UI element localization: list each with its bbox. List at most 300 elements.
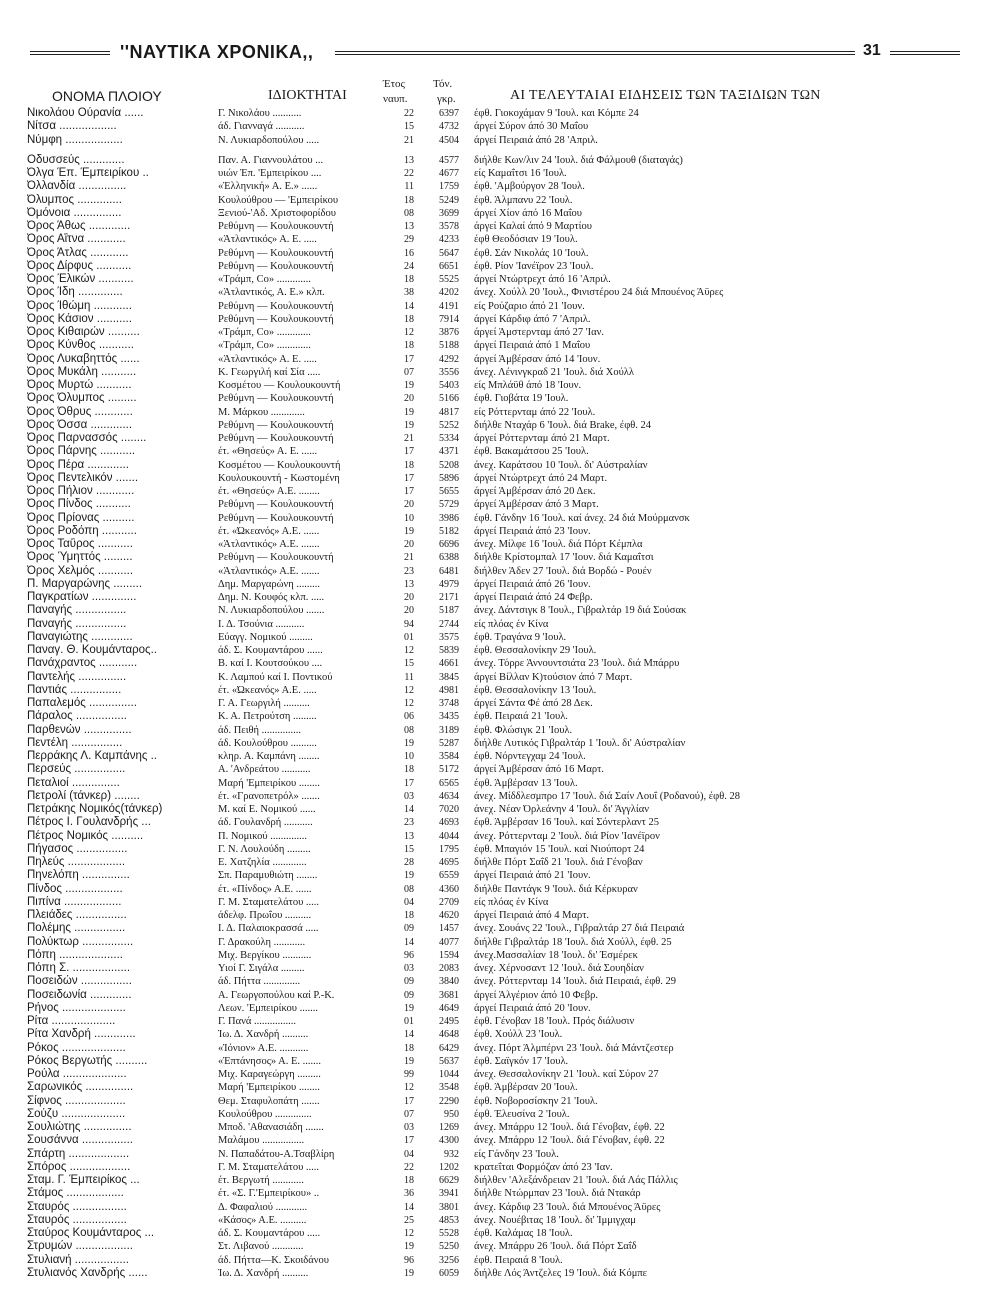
ship-name: Όρος Πήλιον ............ (27, 485, 135, 497)
ship-owner: Θεμ. Σταφυλοπάτη ....... (218, 1095, 320, 1107)
ship-tonnage: 3575 (439, 631, 459, 643)
ship-name: Όρος Χελμός ........... (27, 564, 134, 577)
column-header-tons-sub: γκρ. (437, 93, 456, 105)
ship-row (0, 724, 1000, 737)
ship-news: άνεχ. Ρόττερνταμ 2 'Ιουλ. διά Ρίον 'Ιανέϊρον (474, 830, 660, 842)
ship-tonnage: 5252 (439, 419, 459, 431)
ship-year: 07 (404, 366, 414, 378)
ship-owner: άδ. Γουλανδρή ........... (218, 817, 313, 829)
ship-owner: «Έπτάνησος» Α. Ε. ....... (218, 1055, 322, 1067)
ship-name: Π. Μαργαρώνης ......... (27, 577, 143, 590)
ship-news: άργεί Σάντα Φέ άπό 28 Δεκ. (474, 698, 593, 709)
ship-owner: Μαρή 'Εμπειρίκου ........ (218, 777, 320, 789)
ship-year: 15 (404, 658, 414, 670)
ship-news: διήλθε Κων/λιν 24 'Ιουλ. διά Φάλμουθ (διαταγάς) (474, 154, 683, 166)
ship-owner: Ίω. Δ. Χανδρή .......... (218, 1267, 309, 1279)
ship-row (0, 260, 1000, 273)
ship-owner: «Άτλαντικός» Α. Ε. ..... (218, 234, 317, 246)
ship-tonnage: 3578 (439, 221, 459, 232)
ship-news: έφθ. Θεσσαλονίκην 29 'Ιουλ. (474, 645, 597, 656)
ship-news: έφθ. Φλώσιγκ 21 'Ιουλ. (474, 724, 573, 736)
ship-name: Όρος Έλικών ........... (27, 273, 134, 285)
ship-row (0, 406, 1000, 419)
ship-tonnage: 6388 (439, 552, 459, 564)
ship-year: 03 (404, 963, 414, 974)
ship-tonnage: 4233 (439, 234, 459, 246)
column-header-name: ΟΝΟΜΑ ΠΛΟΙΟΥ (52, 88, 162, 104)
ship-row (0, 803, 1000, 816)
ship-owner: Κοσμέτου — Κουλουκουντή (218, 380, 341, 391)
ship-news: έφθ Θεοδόσιαν 19 'Ιουλ. (474, 234, 578, 246)
ship-name: Όρος Πέρα ............. (27, 458, 129, 471)
ship-owner: Ρεθύμνη — Κουλουκουντή (218, 313, 334, 325)
ship-tonnage: 1202 (439, 1161, 459, 1173)
ship-news: είς Ρόττερνταμ άπό 22 'Ιουλ. (474, 406, 596, 418)
ship-owner: Μποδ. 'Αθανασιάδη ....... (218, 1122, 324, 1133)
ship-row (0, 194, 1000, 207)
ship-year: 18 (404, 313, 414, 325)
ship-owner: Κ. Λαμπού καί Ι. Ποντικού (218, 671, 333, 683)
row-spacer (0, 147, 1000, 154)
ship-tonnage: 5655 (439, 486, 459, 497)
ship-owner: Λεων. 'Εμπειρίκου ....... (218, 1002, 318, 1014)
ship-news: άνεχ. Θεσσαλονίκην 21 'Ιουλ. καί Σύρον 27 (474, 1069, 659, 1080)
ship-year: 19 (404, 1055, 414, 1067)
ship-news: άνεχ. Μίδδλεσμπρο 17 'Ιουλ. διά Σαίν Λουΐ (Ροδανού), έφθ. 28 (474, 790, 741, 802)
ship-owner: έτ. «Γρανοπετρόλ» ....... (218, 790, 320, 802)
column-header-news: ΑΙ ΤΕΛΕΥΤΑΙΑΙ ΕΙΔΗΣΕΙΣ ΤΩΝ ΤΑΞΙΔΙΩΝ ΤΩΝ (510, 88, 821, 103)
ship-owner: Ρεθύμνη — Κουλουκουντή (218, 419, 334, 431)
ship-owner: Μ. Μάρκου ............. (218, 406, 305, 418)
ship-tonnage: 3986 (439, 512, 459, 524)
ship-year: 10 (404, 512, 414, 524)
ship-tonnage: 4292 (439, 353, 459, 365)
ship-year: 19 (404, 1002, 414, 1014)
ship-tonnage: 6429 (439, 1042, 459, 1054)
ship-year: 18 (404, 1175, 414, 1186)
ship-row (0, 816, 1000, 829)
ship-owner: Ι. Δ. Τσούνια ........... (218, 618, 305, 630)
ship-news: άργεί Πειραιά άπό 28 'Απριλ. (474, 134, 598, 146)
ship-year: 21 (404, 433, 414, 444)
ship-year: 18 (404, 459, 414, 471)
ship-row (0, 962, 1000, 975)
ship-owner: Α. 'Ανδρεάτου ........... (218, 764, 311, 776)
ship-row (0, 432, 1000, 445)
ship-row (0, 498, 1000, 511)
ship-tonnage: 4732 (439, 121, 459, 133)
ship-name: Πόπη .................... (27, 948, 123, 961)
ship-name: Όρος Μυρτώ ........... (27, 379, 132, 391)
ship-name: Σταυρός ................. (27, 1200, 127, 1213)
ship-row (0, 697, 1000, 710)
ship-year: 08 (404, 724, 414, 736)
ship-news: άνεχ. Μπάρρυ 12 'Ιουλ. διά Γένοβαν, έφθ. 22 (474, 1135, 665, 1147)
ship-row (0, 353, 1000, 366)
ship-year: 16 (404, 247, 414, 259)
ship-row (0, 220, 1000, 233)
ship-row (0, 657, 1000, 670)
ship-news: διήλθε Παντάγκ 9 'Ιουλ. διά Κέρκυραν (474, 883, 638, 895)
ship-news: έφθ. Πειραιά 8 'Ιουλ. (474, 1254, 563, 1266)
ship-name: Σπόρος ................... (27, 1160, 131, 1173)
ship-row (0, 936, 1000, 949)
ship-year: 19 (404, 525, 414, 537)
ship-year: 06 (404, 711, 414, 723)
ship-name: Περράκης Λ. Καμπάνης .. (27, 750, 157, 762)
ship-year: 96 (404, 949, 414, 961)
ship-name: Όλυμπος .............. (27, 193, 122, 206)
ship-news: έφθ. Άμβέρσαν 13 'Ιουλ. (474, 777, 578, 789)
ship-name: Όρος Όθρυς ............ (27, 405, 133, 418)
ship-news: διήλθε Ντώρμπαν 23 'Ιουλ. διά Ντακάρ (474, 1188, 641, 1200)
ship-row (0, 1068, 1000, 1081)
ship-owner: Ρεθύμνη — Κουλουκουντή (218, 247, 334, 259)
ship-news: έφθ. Σαϊγκόν 17 'Ιουλ. (474, 1055, 569, 1067)
ship-tonnage: 3801 (439, 1201, 459, 1213)
ship-name: Σουλιώτης ............... (27, 1121, 132, 1133)
ship-owner: Ρεθύμνη — Κουλουκουντή (218, 393, 334, 405)
ship-year: 18 (404, 274, 414, 285)
ship-year: 04 (404, 896, 414, 908)
ship-news: έφθ. Γάνδην 16 'Ιουλ. καί άνεχ. 24 διά Μούρμανσκ (474, 512, 690, 524)
ship-year: 12 (404, 1082, 414, 1094)
ship-row (0, 989, 1000, 1002)
ship-news: άργεί Πειραιά άπό 23 'Ιουν. (474, 525, 591, 537)
ship-news: άνεχ. Μπάρρυ 26 'Ιουλ. διά Πόρτ Σαΐδ (474, 1241, 637, 1253)
ship-news: διήλθε Λυτικός Γιβραλτάρ 1 'Ιουλ. δι' Αύστραλίαν (474, 737, 686, 749)
ship-year: 18 (404, 910, 414, 921)
ship-tonnage: 4077 (439, 936, 459, 948)
ship-tonnage: 3876 (439, 327, 459, 338)
ship-news: έφθ. 'Αμβούργον 28 'Ιουλ. (474, 181, 585, 193)
ship-tonnage: 6397 (439, 108, 459, 119)
ship-owner: Γ. Πανά ................ (218, 1016, 297, 1027)
ship-name: Όρος Πάρνης ........... (27, 445, 136, 458)
ship-tonnage: 4360 (439, 883, 459, 895)
ship-year: 20 (404, 539, 414, 550)
ship-year: 18 (404, 340, 414, 352)
ship-name: Πέτρος Νομικός .......... (27, 829, 144, 842)
ship-owner: Γ. Α. Γεωργιλή .......... (218, 698, 310, 709)
ship-owner: άδ. Κουλούθρου .......... (218, 737, 317, 749)
ship-tonnage: 5166 (439, 393, 459, 405)
ship-tonnage: 4677 (439, 168, 459, 179)
ship-row (0, 134, 1000, 147)
ship-tonnage: 2171 (439, 592, 459, 603)
ship-row (0, 763, 1000, 776)
ship-name: Όρος Λυκαβηττός ...... (27, 352, 140, 365)
ship-news: άργεί Πειραιά άπό 1 Μαΐου (474, 340, 591, 352)
ship-name: Σπάρτη ................... (27, 1147, 130, 1160)
ship-row (0, 922, 1000, 935)
ship-name: Ρίτα .................... (27, 1015, 116, 1027)
ship-tonnage: 950 (444, 1108, 459, 1120)
ship-name: Πεταλιοί ............... (27, 776, 120, 789)
ship-owner: Ρεθύμνη — Κουλουκουντή (218, 433, 334, 444)
ship-year: 19 (404, 419, 414, 431)
ship-name: Παπαλεμός ............... (27, 697, 137, 709)
ship-owner: Β. καί Ι. Κουτσούκου .... (218, 658, 323, 670)
ship-row (0, 512, 1000, 525)
ship-news: άργεί Άμβέρσαν άπό 3 Μαρτ. (474, 499, 599, 511)
column-headers (0, 75, 1000, 107)
ship-row (0, 273, 1000, 286)
ship-name: Όρος Αΐτνα ............ (27, 233, 126, 246)
ship-owner: άδ. Πήττα .............. (218, 976, 301, 988)
ship-news: έφθ. Άλμπανυ 22 'Ιουλ. (474, 194, 573, 206)
ship-owner: Ν. Λυκιαρδοπούλου ..... (218, 134, 320, 146)
ship-row (0, 883, 1000, 896)
ship-name: Σταυρός ................. (27, 1213, 127, 1226)
ship-tonnage: 4202 (439, 287, 459, 299)
ship-owner: Σπ. Παραμυθιώτη ........ (218, 870, 318, 882)
ship-tonnage: 5287 (439, 737, 459, 749)
ship-owner: Ρεθύμνη — Κουλουκουντή (218, 552, 334, 564)
ship-name: Σταύρος Κουμάνταρος ... (27, 1227, 155, 1239)
ship-tonnage: 4853 (439, 1214, 459, 1226)
ship-news: άργεί Χίον άπό 16 Μαΐου (474, 207, 583, 219)
ship-year: 18 (404, 1042, 414, 1054)
ship-owner: Γ. Ν. Λουλούδη ......... (218, 843, 311, 855)
ship-news: διήλθε Κρίστομπαλ 17 'Ιουν. διά Καμαΐτσι (474, 552, 654, 564)
ship-news: έφθ. Γιοκοχάμαν 9 'Ιουλ. και Κόμπε 24 (474, 108, 639, 119)
ship-row (0, 167, 1000, 180)
ship-name: Όρος Κάσιον ........... (27, 312, 132, 325)
ship-year: 13 (404, 221, 414, 232)
ship-name: Πιπίνα .................. (27, 895, 122, 908)
ship-row (0, 591, 1000, 604)
ship-row (0, 1161, 1000, 1174)
ship-year: 18 (404, 194, 414, 206)
ship-tonnage: 3748 (439, 698, 459, 709)
ship-year: 09 (404, 923, 414, 935)
ship-owner: Γ. Νικολάου ........... (218, 108, 302, 119)
ship-row (0, 671, 1000, 684)
ship-news: άνεχ. Νουέβιτας 18 'Ιουλ. δι' Ίμμιγχαμ (474, 1214, 636, 1226)
ship-owner: έτ. «Θησεύς» Α.Ε. ........ (218, 486, 320, 497)
ship-name: Όρος Ύμηττός ......... (27, 551, 133, 564)
ship-year: 17 (404, 1135, 414, 1147)
ship-tonnage: 6481 (439, 565, 459, 577)
ship-name: Όρος Όλυμπος ......... (27, 392, 137, 405)
ship-name: Περσεύς ................ (27, 763, 126, 776)
ship-name: Όρος Άθως ............. (27, 220, 131, 232)
ship-owner: έτ. «Ώκεανός» Α.Ε. ..... (218, 684, 317, 696)
ship-year: 20 (404, 393, 414, 405)
ship-row (0, 1042, 1000, 1055)
ship-name: Όρος Ίδη .............. (27, 286, 123, 299)
ship-name: Παγκρατίων .............. (27, 591, 137, 603)
ship-owner: Μιχ. Βεργίκου ........... (218, 949, 312, 961)
ship-tonnage: 5172 (439, 764, 459, 776)
ship-tonnage: 4371 (439, 446, 459, 458)
ship-name: Σαρωνικός ............... (27, 1081, 134, 1094)
ship-name: Πετράκης Νομικός(τάνκερ) (27, 803, 163, 815)
ship-tonnage: 3941 (439, 1188, 459, 1200)
ship-name: Παντελής ............... (27, 670, 127, 683)
ship-owner: «Τράμπ, Co» ............. (218, 274, 311, 285)
ship-row (0, 565, 1000, 578)
ship-tonnage: 5187 (439, 605, 459, 617)
ship-year: 09 (404, 989, 414, 1001)
ship-name: Όρος Μυκάλη ........... (27, 365, 137, 378)
ship-name: Παναγιώτης ............. (27, 630, 133, 643)
ship-year: 12 (404, 327, 414, 338)
ship-year: 23 (404, 817, 414, 829)
ship-year: 03 (404, 1122, 414, 1133)
ship-name: Νίτσα .................. (27, 120, 117, 133)
ship-owner: Ρεθύμνη — Κουλουκουντή (218, 499, 334, 511)
ship-row (0, 1028, 1000, 1041)
ship-row (0, 777, 1000, 790)
ship-tonnage: 5334 (439, 433, 459, 444)
ship-year: 21 (404, 134, 414, 146)
column-header-tons: Τόν. (433, 78, 453, 90)
ship-name: Στρυμών .................. (27, 1240, 133, 1253)
ship-row (0, 445, 1000, 458)
column-header-owners: ΙΔΙΟΚΤΗΤΑΙ (268, 88, 347, 103)
ship-row (0, 1240, 1000, 1253)
ship-row (0, 843, 1000, 856)
ship-news: έφθ. Άμβέρσαν 16 'Ιουλ. καί Σόντερλαντ 25 (474, 817, 660, 829)
ship-owner: Γ. Μ. Σταματελάτου ..... (218, 1161, 320, 1173)
ship-name: Ποσειδωνία ............. (27, 988, 132, 1001)
ship-name: Πήγασος ................ (27, 842, 128, 855)
ship-name: Πηνελόπη ............... (27, 869, 130, 882)
ship-tonnage: 2290 (439, 1095, 459, 1107)
ship-name: Ποσειδών ................ (27, 975, 132, 988)
ship-name: Όλλανδία ............... (27, 180, 127, 193)
ship-year: 96 (404, 1254, 414, 1266)
ship-year: 19 (404, 737, 414, 749)
ship-tonnage: 6559 (439, 870, 459, 882)
ship-name: Πηλεύς .................. (27, 856, 126, 868)
ship-owner: Ξενιού-'Αδ. Χριστοφορίδου (218, 207, 336, 219)
ship-name: Όρος Πίνδος ........... (27, 498, 131, 511)
ship-name: Πολέμης ................ (27, 922, 126, 935)
ship-name: Σούζυ .................... (27, 1107, 126, 1120)
ship-news: έφθ. Νόρντεγχαμ 24 'Ιουλ. (474, 751, 586, 762)
ship-news: είς Ρούζαριο άπό 21 'Ιουν. (474, 300, 585, 312)
ship-name: Σταμ. Γ. Έμπειρίκος ... (27, 1174, 140, 1186)
ship-year: 20 (404, 605, 414, 617)
ship-news: είς πλόας έν Κίνα (474, 618, 549, 630)
ship-tonnage: 7020 (439, 804, 459, 815)
ship-name: Ρούλα .................... (27, 1068, 127, 1080)
ship-row (0, 233, 1000, 246)
ship-row (0, 830, 1000, 843)
ship-news: άργεί Πειραιά άπό 20 'Ιουν. (474, 1002, 591, 1014)
ship-news: άνεχ. Πόρτ Άλμπέρνι 23 'Ιουλ. διά Μάντζεστερ (474, 1042, 674, 1054)
ship-tonnage: 2495 (439, 1016, 459, 1027)
ship-owner: Δημ. Ν. Κουφός κλπ. ..... (218, 592, 325, 603)
ship-owner: Ρεθύμνη — Κουλουκουντή (218, 300, 334, 312)
ship-news: είς πλόας έν Κίνα (474, 896, 549, 908)
ship-news: άνεχ. Μίλφε 16 'Ιουλ. διά Πόρτ Κέμπλα (474, 539, 643, 550)
ship-tonnage: 5729 (439, 499, 459, 511)
ship-owner: Γ. Δρακούλη ............ (218, 936, 306, 948)
ship-news: άργεί Άλγέριον άπό 10 Φεβρ. (474, 989, 598, 1001)
ship-year: 14 (404, 1029, 414, 1041)
ship-owner: «Έλληνική» Α. Ε.» ...... (218, 181, 318, 193)
ship-news: άνεχ. Νέαν Όρλεάνην 4 'Ιουλ. δι' Άγγλίαν (474, 804, 649, 815)
ship-news: έφθ. Βακαμάτσου 25 'Ιουλ. (474, 446, 589, 458)
ship-tonnage: 6651 (439, 260, 459, 272)
ship-tonnage: 3840 (439, 976, 459, 988)
ship-owner: «Άτλαντικός» Α.Ε. ....... (218, 565, 320, 577)
ship-owner: Α. Γεωργοπούλου καί Ρ.-Κ. (218, 989, 335, 1001)
ship-owner: «Άτλαντικός, Α. Ε.» κλπ. (218, 287, 325, 299)
ship-name: Ρόκος .................... (27, 1041, 126, 1054)
ship-list (0, 107, 1000, 1280)
ship-name: Σουσάννα ................ (27, 1134, 134, 1147)
ship-news: έφθ. Καλάμας 18 'Ιουλ. (474, 1228, 573, 1239)
ship-year: 11 (404, 671, 414, 683)
ship-year: 12 (404, 1228, 414, 1239)
ship-news: είς Μπλάϋθ άπό 18 'Ιουν. (474, 380, 582, 391)
ship-row (0, 154, 1000, 167)
ship-year: 01 (404, 631, 414, 643)
ship-row (0, 604, 1000, 617)
ship-name: Όρος Ίθώμη ............ (27, 299, 132, 312)
ship-year: 15 (404, 121, 414, 133)
ship-name: Παναγής ................ (27, 604, 127, 617)
ship-year: 10 (404, 751, 414, 762)
journal-title: ''ΝΑΥΤΙΚΑ ΧΡΟΝΙΚΑ,, (120, 42, 314, 62)
ship-owner: άδ. Σ. Κουμαντάρου ...... (218, 645, 323, 656)
ship-row (0, 1121, 1000, 1134)
ship-news: άνεχ. Δάντσιγκ 8 'Ιουλ., Γιβραλτάρ 19 διά Σούσακ (474, 605, 687, 617)
ship-tonnage: 5250 (439, 1241, 459, 1253)
ship-tonnage: 5208 (439, 459, 459, 471)
ship-owner: Ρεθύμνη — Κουλουκουντή (218, 512, 334, 524)
ship-name: Παρθενών ............... (27, 723, 132, 736)
ship-row (0, 472, 1000, 485)
ship-row (0, 684, 1000, 697)
ship-owner: «Κάσος» Α.Ε. .......... (218, 1214, 307, 1226)
ship-year: 94 (404, 618, 414, 630)
ship-row (0, 551, 1000, 564)
ship-owner: Εύαγγ. Νομικού ......... (218, 631, 313, 643)
ship-year: 19 (404, 380, 414, 391)
ship-owner: Κ. Γεωργιλή καί Σία ..... (218, 366, 321, 378)
ship-owner: «Άτλαντικός» Α.Ε. ....... (218, 539, 320, 550)
ship-year: 24 (404, 260, 414, 272)
ship-news: διήλθε Λός Άντζελες 19 'Ιουλ. διά Κόμπε (474, 1267, 648, 1279)
ship-owner: άδ. Γιανναγά ........... (218, 121, 305, 133)
ship-tonnage: 4620 (439, 910, 459, 921)
ship-year: 14 (404, 804, 414, 815)
ship-tonnage: 4649 (439, 1002, 459, 1014)
ship-tonnage: 4577 (439, 154, 459, 166)
ship-tonnage: 3699 (439, 207, 459, 219)
ship-name: Ρόκος Βεργωτής .......... (27, 1054, 148, 1067)
ship-news: διήλθεν Άδεν 27 'Ιουλ. διά Βορδώ - Ρουέν (474, 565, 652, 577)
ship-name: Πόπη Σ. .................. (27, 962, 131, 974)
ship-owner: Ρεθύμνη — Κουλουκουντή (218, 260, 334, 272)
ship-year: 13 (404, 154, 414, 166)
ship-news: είς Γάνδην 23 'Ιουλ. (474, 1148, 559, 1160)
ship-news: άνεχ. Καράτσου 10 'Ιουλ. δι' Αύστραλίαν (474, 459, 648, 471)
ship-name: Πεντέλη ................ (27, 736, 123, 749)
ship-year: 09 (404, 976, 414, 988)
ship-owner: Κοσμέτου — Κουλουκουντή (218, 459, 341, 471)
ship-row (0, 975, 1000, 988)
ship-year: 03 (404, 790, 414, 802)
ship-news: άνεχ. Κάρδιφ 23 'Ιουλ. διά Μπουένος Άϋρες (474, 1201, 661, 1213)
ship-year: 08 (404, 207, 414, 219)
